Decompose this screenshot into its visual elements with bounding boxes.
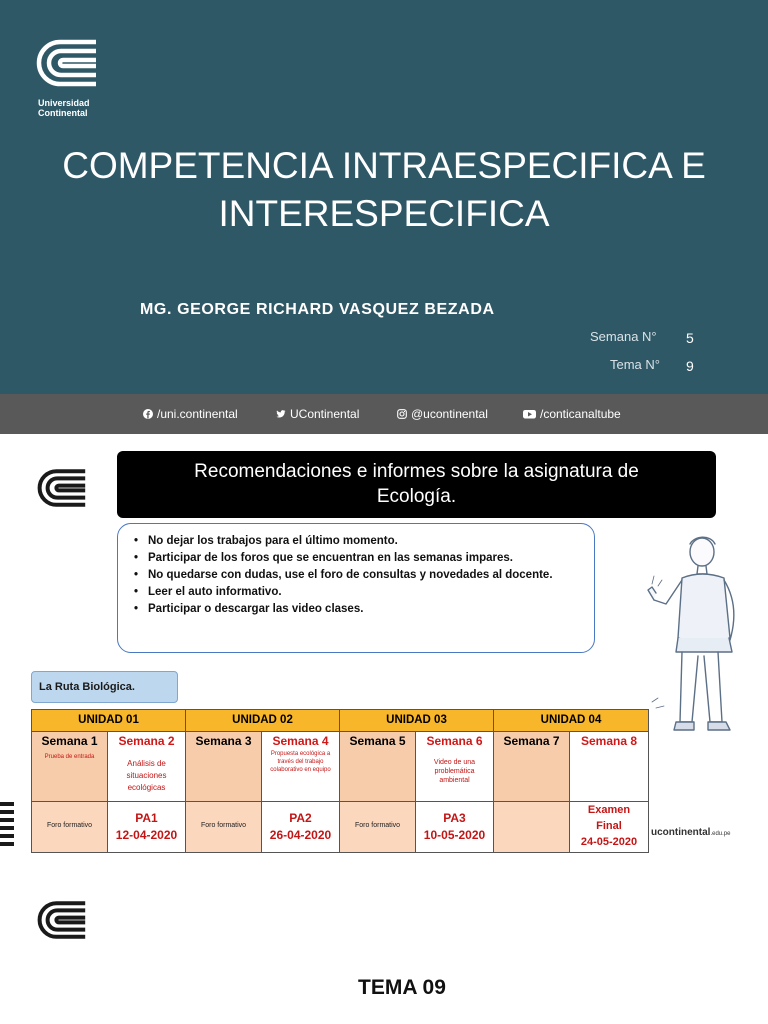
university-name-line2: Continental bbox=[38, 108, 88, 118]
unit-header: UNIDAD 02 bbox=[186, 710, 340, 732]
ucontinental-brand bbox=[651, 827, 730, 838]
university-name-line1: Universidad bbox=[38, 98, 90, 108]
list-item: • Participar de los foros que se encuentran en las semanas impares. bbox=[148, 550, 584, 567]
week-label: Semana 8 bbox=[580, 734, 638, 748]
continental-logo-icon-bottom bbox=[34, 900, 90, 940]
table-row bbox=[32, 710, 649, 732]
instagram-handle: @ucontinental bbox=[411, 407, 488, 421]
week-cell bbox=[32, 732, 108, 802]
heading-line2: Ecología. bbox=[376, 486, 457, 507]
week-cell bbox=[340, 732, 416, 802]
semana-value: 5 bbox=[686, 330, 694, 346]
pa3-cell bbox=[416, 802, 494, 853]
list-item: • Leer el auto informativo. bbox=[148, 584, 584, 601]
social-youtube[interactable] bbox=[523, 407, 621, 421]
twitter-handle: UContinental bbox=[290, 407, 360, 421]
tema-value: 9 bbox=[686, 358, 694, 374]
heading-line1: Recomendaciones e informes sobre la asignatura de bbox=[194, 461, 639, 482]
brand-name: ucontinental bbox=[651, 827, 711, 838]
social-facebook[interactable] bbox=[143, 407, 238, 421]
week-label: Semana 7 bbox=[503, 734, 560, 748]
recommendations-heading bbox=[117, 451, 716, 518]
week-label: Semana 2 bbox=[118, 734, 175, 748]
week-label: Semana 3 bbox=[195, 734, 252, 748]
instagram-icon bbox=[397, 409, 407, 419]
title-line2: INTERESPECIFICA bbox=[218, 193, 550, 234]
title-slide bbox=[0, 0, 768, 394]
recommendations-list-box bbox=[117, 523, 595, 653]
social-instagram[interactable] bbox=[397, 407, 488, 421]
pa2-cell bbox=[262, 802, 340, 853]
week-cell bbox=[494, 732, 570, 802]
author-name: MG. GEORGE RICHARD VASQUEZ BEZADA bbox=[140, 301, 495, 318]
semana-label: Semana N° bbox=[590, 329, 657, 344]
youtube-handle: /conticanaltube bbox=[540, 407, 621, 421]
exam-label-2: Final bbox=[596, 820, 622, 832]
week-label: Semana 5 bbox=[349, 734, 406, 748]
table-row bbox=[32, 732, 649, 802]
unit-header: UNIDAD 03 bbox=[340, 710, 494, 732]
pa-label: PA1 bbox=[135, 811, 158, 825]
facebook-icon bbox=[143, 409, 153, 419]
tema-label: Tema N° bbox=[610, 357, 660, 372]
list-item: • Participar o descargar las video clases. bbox=[148, 601, 584, 618]
foro-cell: Foro formativo bbox=[32, 802, 108, 853]
week-label: Semana 6 bbox=[426, 734, 483, 748]
week-note: Prueba de entrada bbox=[44, 754, 95, 760]
foro-cell: Foro formativo bbox=[340, 802, 416, 853]
facebook-handle: /uni.continental bbox=[157, 407, 238, 421]
ruta-biologica-label: La Ruta Biológica. bbox=[31, 671, 178, 703]
exam-cell bbox=[570, 802, 649, 853]
week-note: Análisis de situaciones ecológicas bbox=[126, 759, 167, 792]
pa-date: 10-05-2020 bbox=[423, 828, 486, 842]
tema-title: TEMA 09 bbox=[358, 976, 446, 999]
empty-cell bbox=[494, 802, 570, 853]
continental-bars-icon bbox=[0, 802, 14, 852]
continental-logo-icon bbox=[34, 468, 90, 508]
list-item: • No dejar los trabajos para el último momento. bbox=[148, 533, 584, 550]
unit-header: UNIDAD 04 bbox=[494, 710, 649, 732]
twitter-icon bbox=[276, 409, 286, 419]
pa-date: 26-04-2020 bbox=[269, 828, 332, 842]
week-cell bbox=[108, 732, 186, 802]
week-cell bbox=[570, 732, 649, 802]
week-note: Video de una problemática ambiental bbox=[433, 759, 476, 784]
week-cell bbox=[416, 732, 494, 802]
week-label: Semana 1 bbox=[41, 734, 98, 748]
week-label: Semana 4 bbox=[272, 734, 329, 748]
exam-date: 24-05-2020 bbox=[580, 836, 638, 848]
exam-label: Examen bbox=[587, 804, 631, 816]
pa-label: PA3 bbox=[443, 811, 466, 825]
content-slide bbox=[0, 434, 768, 1024]
brand-suffix: .edu.pe bbox=[710, 831, 731, 837]
social-bar bbox=[0, 394, 768, 434]
course-schedule-table bbox=[31, 709, 649, 853]
week-cell bbox=[186, 732, 262, 802]
slide-title bbox=[0, 142, 768, 238]
foro-cell: Foro formativo bbox=[186, 802, 262, 853]
pa-label: PA2 bbox=[289, 811, 312, 825]
unit-header: UNIDAD 01 bbox=[32, 710, 186, 732]
universidad-continental-logo bbox=[34, 38, 100, 88]
university-name bbox=[38, 98, 90, 118]
pa-date: 12-04-2020 bbox=[115, 828, 178, 842]
week-cell bbox=[262, 732, 340, 802]
table-row bbox=[32, 802, 649, 853]
pa1-cell bbox=[108, 802, 186, 853]
title-line1: COMPETENCIA INTRAESPECIFICA E bbox=[62, 145, 706, 186]
recommendations-list bbox=[132, 533, 584, 618]
week-note: Propuesta ecológica a través del trabajo colaborativo en equipo bbox=[270, 751, 331, 773]
youtube-icon bbox=[523, 409, 536, 419]
social-twitter[interactable] bbox=[276, 407, 359, 421]
list-item: • No quedarse con dudas, use el foro de consultas y novedades al docente. bbox=[148, 567, 584, 584]
